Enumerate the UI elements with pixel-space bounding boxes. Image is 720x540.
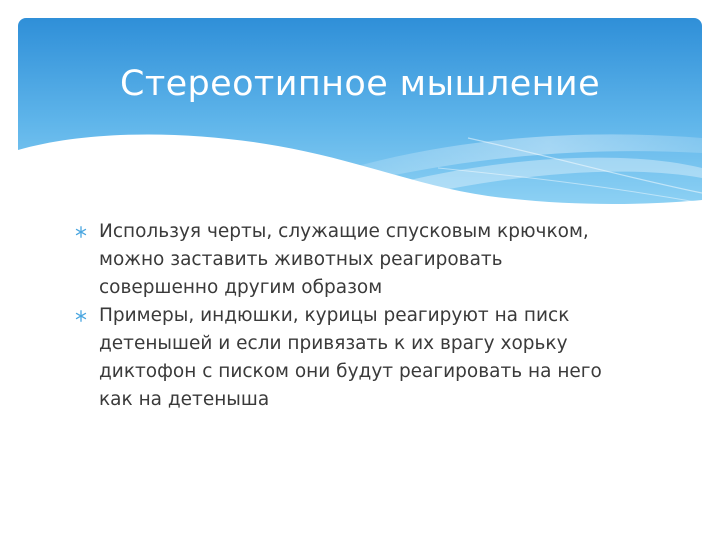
bullet-line: детенышей и если привязать к их врагу хорьку (99, 333, 568, 354)
bullet-line: Примеры, индюшки, курицы реагируют на писк (99, 305, 570, 326)
bullet-line: можно заставить животных реагировать (99, 249, 503, 270)
banner-background (18, 18, 702, 208)
bullet-list (75, 218, 675, 414)
bullet-line: как на детеныша (99, 389, 270, 410)
asterisk-icon (75, 226, 87, 238)
slide-title: Стереотипное мышление (119, 64, 601, 104)
asterisk-icon (75, 310, 87, 322)
bullet-item (75, 218, 675, 302)
title-banner (18, 18, 702, 208)
bullet-item (75, 302, 675, 414)
bullet-line: диктофон с писком они будут реагировать на него (99, 361, 602, 382)
bullet-line: Используя черты, служащие спусковым крючком, (99, 221, 589, 242)
bullet-line: совершенно другим образом (99, 277, 383, 298)
